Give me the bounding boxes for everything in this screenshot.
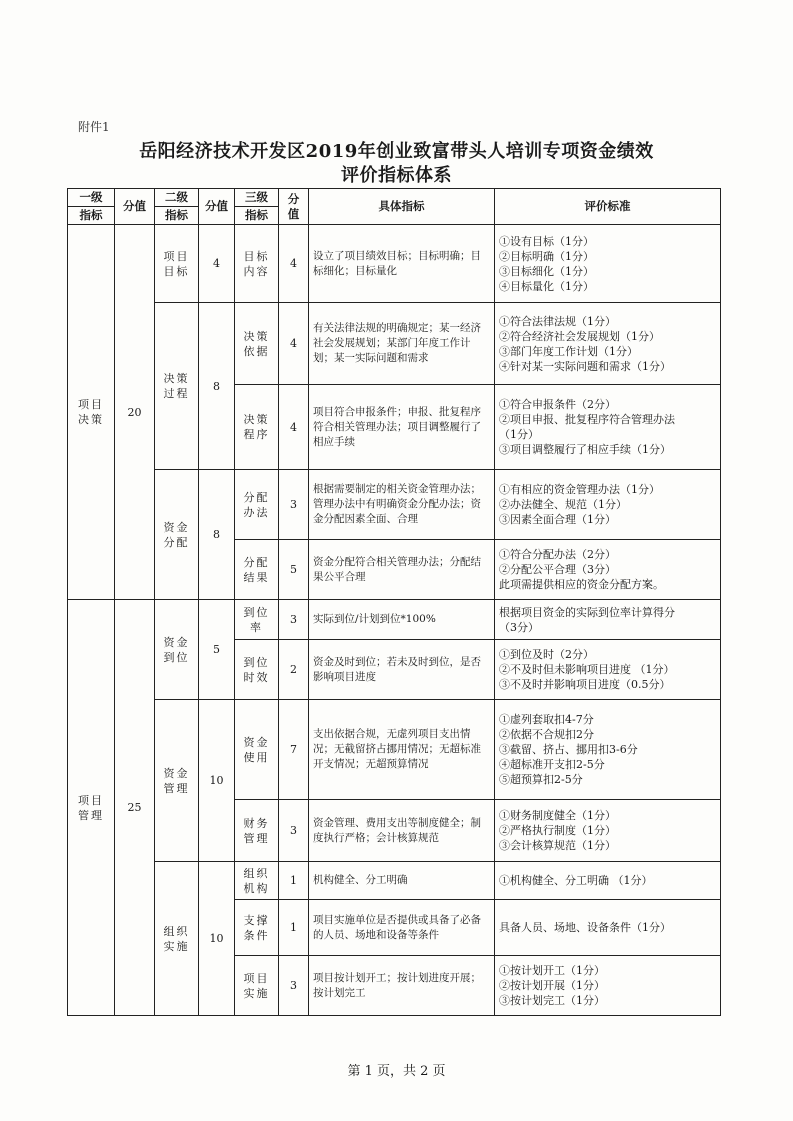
criteria-line: ③因素全面合理（1分） [499, 513, 616, 526]
l3-name: 到位率 [235, 600, 279, 640]
spec-text: 支出依据合规，无虚列项目支出情况；无截留挤占挪用情况；无超标准开支情况；无超预算情况 [309, 700, 495, 800]
spec-text: 资金分配符合相关管理办法；分配结果公平合理 [309, 540, 495, 600]
criteria-line: ①符合分配办法（2分） [499, 548, 616, 561]
criteria-line: （3分） [499, 620, 539, 634]
l3-score: 3 [279, 800, 309, 862]
header-level3-top: 三级 [235, 189, 279, 207]
criteria-cell [495, 800, 721, 862]
l2-funds-in-place-score: 5 [199, 600, 235, 700]
criteria-line: 此项需提供相应的资金分配方案。 [499, 578, 664, 591]
spec-text: 项目实施单位是否提供或具备了必备的人员、场地和设备等条件 [309, 900, 495, 956]
criteria-cell [495, 470, 721, 540]
criteria-line: ③按计划完工（1分） [499, 994, 605, 1007]
l2-decision-process-score: 8 [199, 303, 235, 470]
criteria-line: ①按计划开工（1分） [499, 964, 605, 977]
l1-management-score: 25 [115, 600, 155, 1016]
criteria-line: ②项目申报、批复程序符合管理办法 [499, 413, 675, 426]
spec-text: 项目按计划开工；按计划进度开展；按计划完工 [309, 956, 495, 1016]
l3-name: 组织机构 [235, 862, 279, 900]
spec-text: 设立了项目绩效目标；目标明确；目标细化；目标量化 [309, 225, 495, 303]
criteria-line: ②不及时但未影响项目进度 （1分） [499, 663, 675, 676]
criteria-cell [495, 303, 721, 385]
spec-text: 资金及时到位；若未及时到位，是否影响项目进度 [309, 640, 495, 700]
l3-score: 4 [279, 225, 309, 303]
criteria-cell [495, 700, 721, 800]
l3-score: 4 [279, 385, 309, 470]
l3-score: 3 [279, 956, 309, 1016]
title-line-1: 岳阳经济技术开发区2019年创业致富带头人培训专项资金绩效 [139, 141, 654, 162]
l3-name: 决策依据 [235, 303, 279, 385]
l2-fund-management-score: 10 [199, 700, 235, 862]
criteria-line: ②符合经济社会发展规划（1分） [499, 329, 660, 343]
table-row [68, 225, 721, 303]
header-level2-top: 二级 [155, 189, 199, 207]
criteria-cell [495, 540, 721, 600]
table-row [68, 862, 721, 900]
spec-text: 根据需要制定的相关资金管理办法；管理办法中有明确资金分配办法；资金分配因素全面、合理 [309, 470, 495, 540]
criteria-line: ①符合申报条件（2分） [499, 398, 616, 411]
l3-name: 支撑条件 [235, 900, 279, 956]
l3-score: 3 [279, 600, 309, 640]
l3-score: 1 [279, 862, 309, 900]
criteria-line: ③截留、挤占、挪用扣3-6分 [499, 743, 638, 756]
title-line-2: 评价指标体系 [341, 165, 452, 186]
l2-project-goal-score: 4 [199, 225, 235, 303]
criteria-line: ①财务制度健全（1分） [499, 809, 616, 822]
l2-org-implementation-score: 10 [199, 862, 235, 1016]
l3-score: 3 [279, 470, 309, 540]
l3-name: 到位时效 [235, 640, 279, 700]
l1-management-name: 项目管理 [68, 600, 115, 1016]
l3-score: 4 [279, 303, 309, 385]
l1-decision-score: 20 [115, 225, 155, 600]
criteria-line: ②严格执行制度（1分） [499, 824, 616, 837]
spec-text: 实际到位/计划到位*100% [309, 600, 495, 640]
l3-score: 2 [279, 640, 309, 700]
table-row [68, 470, 721, 540]
l3-score: 5 [279, 540, 309, 600]
criteria-line: ②分配公平合理（3分） [499, 563, 616, 576]
criteria-line: ①虚列套取扣4-7分 [499, 713, 594, 726]
l3-name: 项目实施 [235, 956, 279, 1016]
criteria-line: ③会计核算规范（1分） [499, 839, 616, 852]
criteria-cell [495, 600, 721, 640]
criteria-line: ⑤超预算扣2-5分 [499, 773, 583, 786]
header-score3: 分值 [279, 189, 309, 225]
criteria-line: ④超标准开支扣2-5分 [499, 758, 605, 771]
header-score2: 分值 [199, 189, 235, 225]
header-level1-top: 一级 [68, 189, 115, 207]
spec-text: 机构健全、分工明确 [309, 862, 495, 900]
criteria-cell [495, 956, 721, 1016]
l1-decision-name: 项目决策 [68, 225, 115, 600]
spec-text: 资金管理、费用支出等制度健全；制度执行严格；会计核算规范 [309, 800, 495, 862]
criteria-line: ①机构健全、分工明确 （1分） [499, 874, 653, 887]
l2-fund-management-name: 资金管理 [155, 700, 199, 862]
criteria-line: 根据项目资金的实际到位率计算得分 [499, 605, 675, 619]
l3-name: 决策程序 [235, 385, 279, 470]
criteria-line: （1分） [499, 428, 539, 441]
l2-decision-process-name: 决策过程 [155, 303, 199, 470]
criteria-line: ①有相应的资金管理办法（1分） [499, 483, 660, 496]
indicator-table [67, 188, 721, 1016]
criteria-line: ②依据不合规扣2分 [499, 728, 594, 741]
criteria-cell [495, 862, 721, 900]
criteria-cell [495, 640, 721, 700]
criteria-line: ④目标量化（1分） [499, 279, 594, 293]
l2-fund-allocation-name: 资金分配 [155, 470, 199, 600]
criteria-cell [495, 385, 721, 470]
criteria-line: ③目标细化（1分） [499, 264, 594, 278]
l3-name: 目标内容 [235, 225, 279, 303]
criteria-line: ②办法健全、规范（1分） [499, 498, 627, 511]
criteria-line: ④针对某一实际问题和需求（1分） [499, 359, 671, 373]
spec-text: 项目符合申报条件；申报、批复程序符合相关管理办法；项目调整履行了相应手续 [309, 385, 495, 470]
l3-name: 财务管理 [235, 800, 279, 862]
table-row [68, 600, 721, 640]
page-footer: 第 1 页，共 2 页 [347, 1064, 446, 1079]
criteria-line: ③不及时并影响项目进度（0.5分） [499, 678, 671, 691]
header-spec: 具体指标 [309, 189, 495, 225]
criteria-line: ③部门年度工作计划（1分） [499, 344, 638, 358]
criteria-cell [495, 225, 721, 303]
annex-label: 附件1 [78, 120, 110, 134]
criteria-line: ②按计划开展（1分） [499, 979, 605, 992]
criteria-line: ①符合法律法规（1分） [499, 314, 616, 328]
header-level1-bottom: 指标 [68, 207, 115, 225]
l3-name: 分配办法 [235, 470, 279, 540]
criteria-line: ①设有目标（1分） [499, 234, 594, 248]
document-title [0, 140, 793, 188]
l3-name: 资金使用 [235, 700, 279, 800]
header-row-1 [68, 189, 721, 207]
l2-project-goal-name: 项目目标 [155, 225, 199, 303]
header-score1: 分值 [115, 189, 155, 225]
criteria-cell [495, 900, 721, 956]
spec-text: 有关法律法规的明确规定；某一经济社会发展规划；某部门年度工作计划；某一实际问题和需求 [309, 303, 495, 385]
table-row [68, 303, 721, 385]
header-level2-bottom: 指标 [155, 207, 199, 225]
l2-funds-in-place-name: 资金到位 [155, 600, 199, 700]
l2-fund-allocation-score: 8 [199, 470, 235, 600]
header-level3-bottom: 指标 [235, 207, 279, 225]
criteria-line: 具备人员、场地、设备条件（1分） [499, 921, 671, 934]
table-row [68, 700, 721, 800]
l3-score: 1 [279, 900, 309, 956]
l3-name: 分配结果 [235, 540, 279, 600]
l3-score: 7 [279, 700, 309, 800]
l2-org-implementation-name: 组织实施 [155, 862, 199, 1016]
criteria-line: ③项目调整履行了相应手续（1分） [499, 443, 671, 456]
criteria-line: ①到位及时（2分） [499, 648, 594, 661]
criteria-line: ②目标明确（1分） [499, 249, 594, 263]
header-criteria: 评价标准 [495, 189, 721, 225]
